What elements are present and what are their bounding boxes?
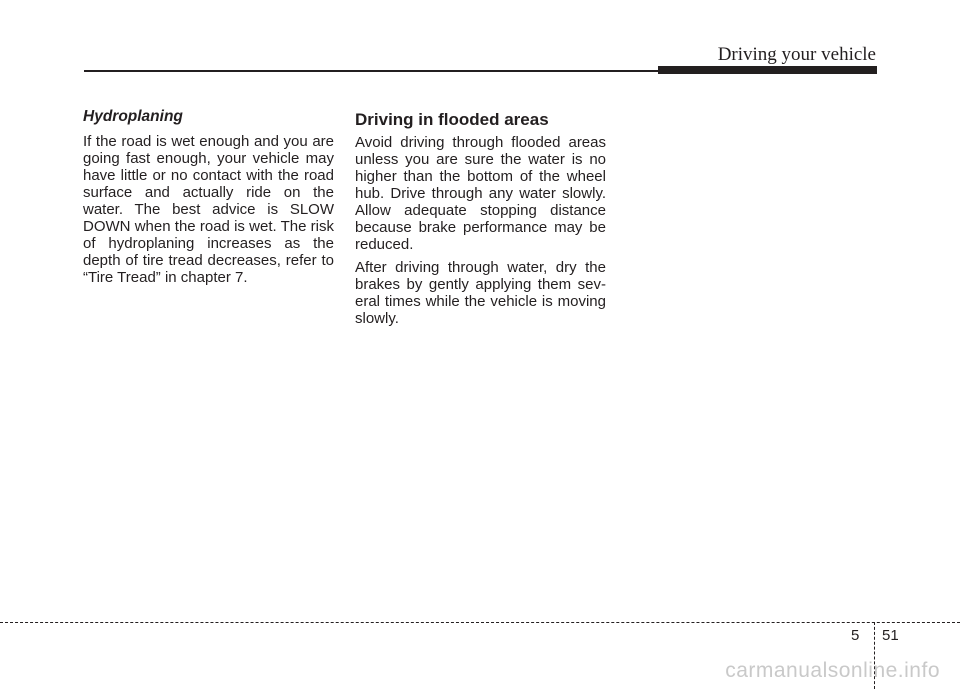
flooded-areas-paragraph-2: After driving through water, dry the brakes by gently applying them sev-eral times while the vehicle is moving slowly. bbox=[355, 259, 606, 327]
watermark: carmanualsonline.info bbox=[725, 659, 940, 682]
header-rule bbox=[84, 70, 664, 72]
flooded-areas-paragraph-1: Avoid driving through flooded areas unless you are sure the water is no higher than the bottom of the wheel hub. Drive through any water slowly. Allow adequate stopping distance because brake performance may be reduced. bbox=[355, 134, 606, 253]
page-number: 51 bbox=[882, 627, 899, 644]
hydroplaning-subheading: Hydroplaning bbox=[83, 108, 183, 125]
flooded-areas-heading: Driving in flooded areas bbox=[355, 110, 549, 129]
left-column bbox=[83, 108, 334, 292]
hydroplaning-paragraph: If the road is wet enough and you are going fast enough, your vehicle may have little or no contact with the road surface and actually ride on the water. The best advice is SLOW DOWN when the road is wet. The risk of hydroplaning increases as the depth of tire tread decreases, refer to “Tire Tread” in chapter 7. bbox=[83, 133, 334, 286]
footer-dashed-rule bbox=[0, 622, 960, 623]
header-rule-accent bbox=[658, 66, 877, 74]
right-column bbox=[355, 108, 606, 333]
chapter-number: 5 bbox=[851, 627, 860, 644]
running-header: Driving your vehicle bbox=[717, 44, 876, 65]
